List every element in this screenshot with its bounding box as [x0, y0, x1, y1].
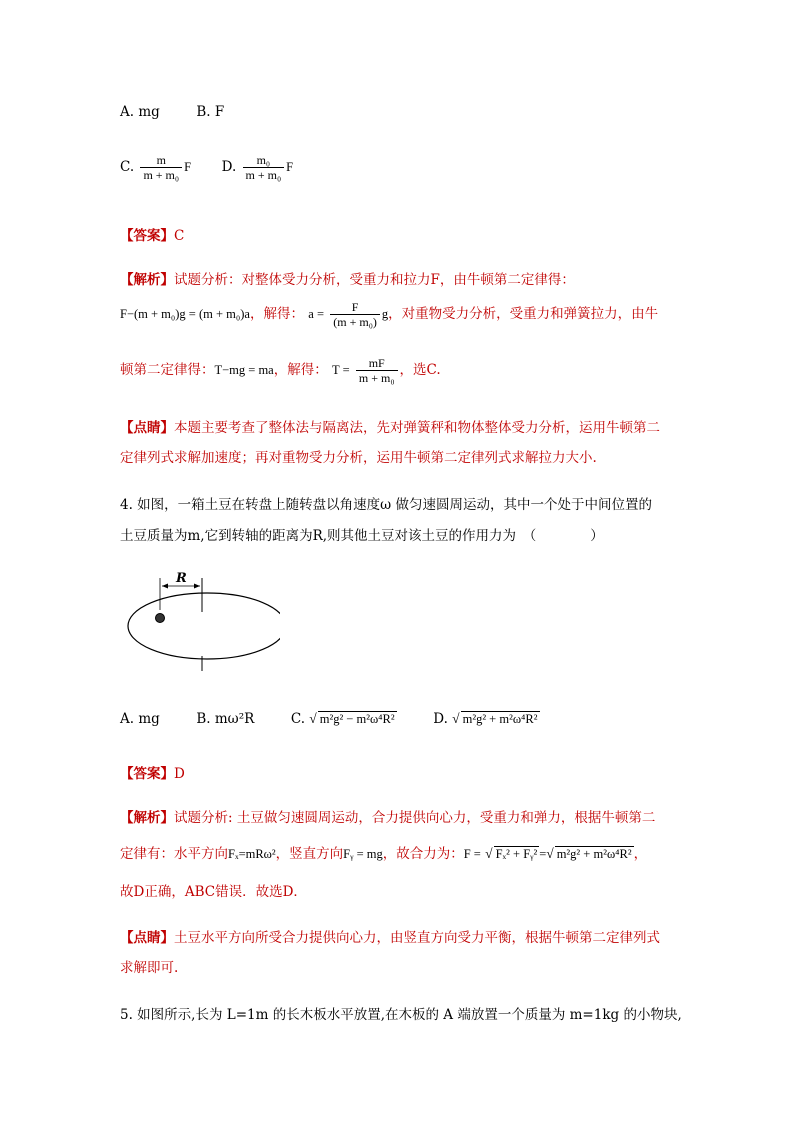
q3-comment-line1: 【点睛】本题主要考查了整体法与隔离法，先对弹簧秤和物体整体受力分析，运用牛顿第二	[120, 420, 660, 436]
q4-analysis-line2: 定律有：水平方向Fₓ=mRω²，竖直方向Fᵧ = mg，故合力为：F = √ Fₓ² + Fᵧ² =√ m²g² + m²ω⁴R² ，	[120, 846, 648, 862]
r-label: R	[176, 571, 187, 586]
q3-analysis-line3: 顿第二定律得：T−mg = ma，解得： T = $\frac{mF}{\text{m + m₀}}$ ，选C.	[120, 356, 441, 385]
q4-option-a: A. mg	[120, 711, 160, 727]
q3-option-a: A. mg	[120, 104, 160, 120]
q3-option-c-label: C.	[120, 159, 135, 175]
q5-stem-line1: 5. 如图所示,长为 L=1m 的长木板水平放置,在木板的 A 端放置一个质量为 m=1kg 的小物块,	[120, 1007, 682, 1023]
turntable-ellipse	[128, 593, 280, 659]
q3-options-ab	[120, 104, 224, 120]
q3-options-cd: C. $\frac{m}{\text{m + m₀}}$ F D. $\frac{\text{m₀}}{\text{m + m₀}}$ F	[120, 153, 294, 182]
q4-comment-line2: 求解即可.	[120, 960, 179, 976]
q3-option-d-label: D.	[221, 159, 237, 175]
q3-equation-3: T−mg = ma	[214, 363, 274, 377]
potato-ball	[156, 614, 165, 623]
q3-equation-1: F−(m + m₀)g = (m + m₀)a	[120, 307, 250, 321]
q4-eq-fy: Fᵧ = mg	[343, 847, 383, 861]
q4-stem-line2: 土豆质量为m,它到转轴的距离为R,则其他土豆对该土豆的作用力为 （ ）	[120, 528, 604, 544]
q4-option-c-radicand: m²g² − m²ω⁴R²	[319, 712, 395, 726]
q3-analysis-line2: F−(m + m₀)g = (m + m₀)a，解得： a = $\frac{F}{\text{(m + m₀)}}$ g，对重物受力分析，受重力和弹簧拉力，由牛	[120, 300, 659, 329]
r-arrow-left	[162, 584, 168, 589]
q3-answer: 【答案】C	[120, 228, 185, 244]
q3-analysis-line1: 【解析】试题分析：对整体受力分析，受重力和拉力F，由牛顿第二定律得：	[120, 272, 575, 288]
q3-equation-4-fraction: $\frac{mF}{\text{m + m₀}}$	[356, 356, 398, 385]
q3-option-c-fraction: $\frac{m}{\text{m + m₀}}$	[140, 153, 182, 182]
q3-option-b: B. F	[196, 104, 225, 120]
r-arrow-right	[194, 584, 200, 589]
q4-eq-f-radicand-2: m²g² + m²ω⁴R²	[556, 847, 632, 861]
q4-options: A. mg B. mω²R C. √ m²g² − m²ω⁴R² D. √ m²g² + m²ω⁴R²	[120, 711, 538, 727]
q4-eq-f-radicand-1: Fₓ² + Fᵧ²	[495, 847, 538, 861]
q4-option-c-label: C.	[290, 711, 305, 727]
q4-comment-line1: 【点睛】土豆水平方向所受合力提供向心力，由竖直方向受力平衡，根据牛顿第二定律列式	[120, 930, 660, 946]
q4-option-d-radicand: m²g² + m²ω⁴R²	[462, 712, 538, 726]
q4-option-b: B. mω²R	[196, 711, 255, 727]
q4-option-d-label: D.	[433, 711, 448, 727]
q3-equation-2-fraction: $\frac{F}{\text{(m + m₀)}}$	[330, 300, 380, 329]
q4-eq-fx: Fₓ=mRω²	[228, 847, 276, 861]
q4-stem-line1: 4. 如图，一箱土豆在转盘上随转盘以角速度ω 做匀速圆周运动，其中一个处于中间位置的	[120, 497, 652, 513]
q4-analysis-line1: 【解析】试题分析: 土豆做匀速圆周运动，合力提供向心力，受重力和弹力，根据牛顿第二	[120, 810, 656, 826]
q3-comment-line2: 定律列式求解加速度；再对重物受力分析，运用牛顿第二定律列式求解拉力大小.	[120, 450, 597, 466]
q4-answer: 【答案】D	[120, 766, 185, 782]
q3-option-d-fraction: $\frac{\text{m₀}}{\text{m + m₀}}$	[243, 153, 285, 182]
q4-analysis-line3: 故D正确，ABC错误．故选D．	[120, 884, 307, 900]
q4-turntable-figure	[120, 568, 280, 673]
